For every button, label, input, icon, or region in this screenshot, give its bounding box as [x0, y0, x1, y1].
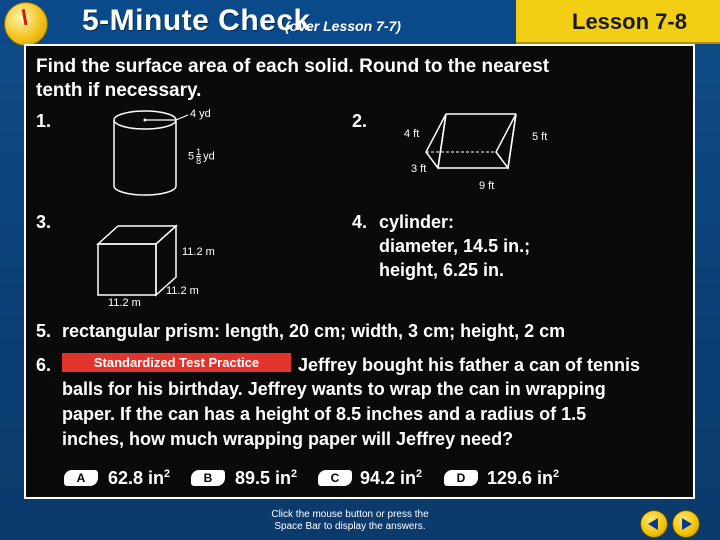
problem-1-number: 1.: [36, 111, 52, 131]
problem-2-left-label: 4 ft: [404, 128, 420, 140]
problem-4-line-2: diameter, 14.5 in.;: [379, 236, 531, 256]
choice-d-value[interactable]: [487, 468, 559, 489]
problem-2-length-label: 9 ft: [479, 180, 495, 192]
problem-1-height-label: [188, 148, 215, 165]
lesson-tab: [516, 0, 720, 44]
choice-b-value[interactable]: [235, 468, 297, 489]
problem-2-bottom-left-label: 3 ft: [411, 163, 427, 175]
instructions-line-2: tenth if necessary.: [36, 80, 202, 101]
next-arrow-icon[interactable]: [672, 510, 700, 538]
page-subtitle: (over Lesson 7-7): [285, 18, 401, 34]
choice-c-value[interactable]: [360, 468, 422, 489]
choice-b-text: 89.5 in: [235, 468, 292, 488]
page-title: 5-Minute Check: [82, 4, 311, 37]
problem-1-height-unit: yd: [203, 150, 215, 163]
problem-6-line-3: paper. If the can has a height of 8.5 inches and a radius of 1.5: [62, 404, 587, 424]
instructions-line-1: Find the surface area of each solid. Round to the nearest: [36, 56, 550, 77]
choice-a-exponent: 2: [164, 468, 171, 480]
choice-c-letter[interactable]: C: [318, 470, 352, 486]
problem-6-line-4: inches, how much wrapping paper will Jeffrey need?: [62, 429, 514, 449]
problem-4-line-3: height, 6.25 in.: [379, 260, 505, 280]
problem-3-height-label: 11.2 m: [182, 246, 215, 258]
problem-2-right-label: 5 ft: [532, 131, 548, 143]
choice-c-text: 94.2 in: [360, 468, 417, 488]
lesson-tab-label: Lesson 7-8: [572, 9, 687, 34]
problem-5-text: rectangular prism: length, 20 cm; width, 3 cm; height, 2 cm: [62, 321, 566, 341]
choice-d-exponent: 2: [553, 468, 560, 480]
clock-hand: [22, 9, 28, 25]
problem-4-line-1: cylinder:: [379, 212, 455, 232]
choice-a-value[interactable]: [108, 468, 170, 489]
problem-6-number: 6.: [36, 355, 52, 375]
problem-3-number: 3.: [36, 212, 52, 232]
clock-icon: [4, 2, 48, 46]
choice-c-exponent: 2: [416, 468, 423, 480]
problem-4-number: 4.: [352, 212, 368, 232]
problem-3-depth-label: 11.2 m: [166, 285, 199, 297]
previous-arrow-icon[interactable]: [640, 510, 668, 538]
problem-3-width-label: 11.2 m: [108, 297, 141, 309]
choice-b-exponent: 2: [291, 468, 298, 480]
choice-d-letter[interactable]: D: [444, 470, 478, 486]
choice-a-letter[interactable]: A: [64, 470, 98, 486]
problem-5-number: 5.: [36, 321, 52, 341]
standardized-test-practice-badge: Standardized Test Practice: [62, 353, 291, 372]
choice-d-text: 129.6 in: [487, 468, 554, 488]
problem-1-radius-label: 4 yd: [190, 108, 211, 120]
problem-6-line-1: Jeffrey bought his father a can of tennis: [298, 355, 641, 375]
problem-1-height-whole: 5: [188, 150, 195, 163]
problem-1-height-denominator: 8: [196, 156, 202, 166]
problem-2-number: 2.: [352, 111, 368, 131]
choice-a-text: 62.8 in: [108, 468, 165, 488]
footer-line-1: Click the mouse button or press the: [271, 509, 429, 520]
choice-b-letter[interactable]: B: [191, 470, 225, 486]
footer-line-2: Space Bar to display the answers.: [274, 521, 426, 532]
problem-1-height-numerator: 1: [196, 147, 202, 157]
footer-instructions: [230, 509, 470, 533]
problem-6-line-2: balls for his birthday. Jeffrey wants to wrap the can in wrapping: [62, 379, 606, 399]
